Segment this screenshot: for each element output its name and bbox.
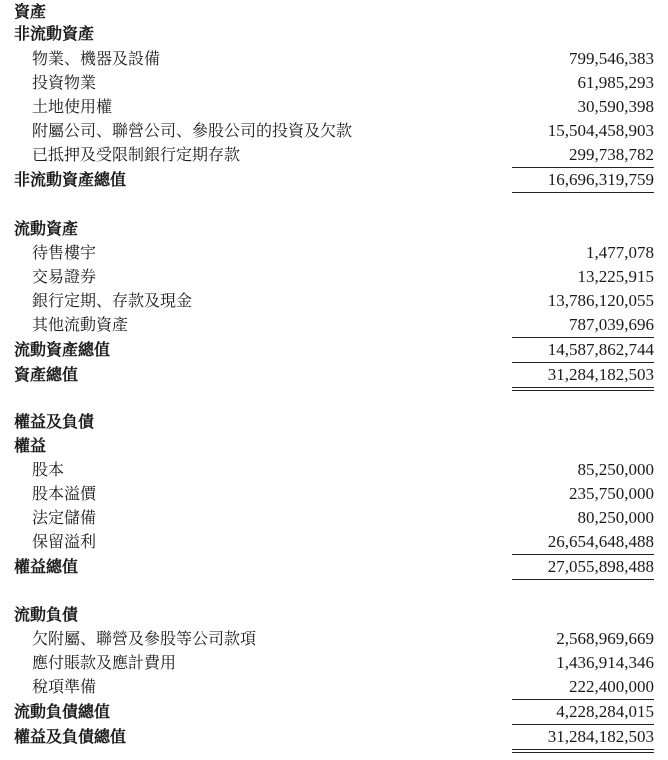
total-assets-row [0,363,668,387]
table-row [0,651,668,675]
row-value: 30,590,398 [577,97,654,116]
table-row [0,675,668,699]
row-label: 應付賬款及應計費用 [32,653,177,672]
row-label: 待售樓宇 [32,243,97,262]
current-assets-total-label: 流動資產總值 [14,340,111,359]
current-assets-heading-row [0,217,668,241]
table-row [0,482,668,506]
non-current-total-row [0,168,668,192]
row-value: 1,436,914,346 [556,653,654,672]
table-row [0,143,668,167]
current-liabilities-total-label: 流動負債總值 [14,702,111,721]
table-row [0,119,668,143]
current-assets-total-row [0,338,668,362]
table-row [0,313,668,337]
row-label: 稅項準備 [32,677,97,696]
row-value: 15,504,458,903 [547,121,654,140]
table-row [0,47,668,71]
table-row [0,530,668,554]
equity-heading-row [0,434,668,458]
total-equity-liabilities-label: 權益及負債總值 [14,727,127,746]
non-current-total-value: 16,696,319,759 [547,170,654,189]
total-underline [512,192,654,193]
assets-heading-row [0,0,668,24]
row-label: 已抵押及受限制銀行定期存款 [32,145,241,164]
row-value: 787,039,696 [569,315,654,334]
row-label: 投資物業 [32,73,97,92]
row-value: 1,477,078 [586,243,654,262]
row-label: 欠附屬、聯營及參股等公司款項 [32,629,257,648]
non-current-total-label: 非流動資產總值 [14,170,127,189]
current-liabilities-heading-row [0,603,668,627]
current-liabilities-heading: 流動負債 [14,605,79,624]
row-value: 13,225,915 [577,267,654,286]
equity-total-row [0,555,668,579]
row-value: 26,654,648,488 [547,532,654,551]
row-label: 法定儲備 [32,508,97,527]
table-row [0,458,668,482]
row-value: 80,250,000 [577,508,654,527]
row-label: 保留溢利 [32,532,97,551]
row-label: 股本溢價 [32,484,97,503]
row-value: 2,568,969,669 [556,629,654,648]
row-value: 61,985,293 [577,73,654,92]
table-row [0,241,668,265]
row-value: 85,250,000 [577,460,654,479]
current-liabilities-total-value: 4,228,284,015 [556,702,654,721]
row-label: 附屬公司、聯營公司、參股公司的投資及欠款 [32,121,353,140]
equity-total-label: 權益總值 [14,557,79,576]
total-equity-liabilities-value: 31,284,182,503 [547,727,654,746]
current-liabilities-total-row [0,700,668,724]
current-assets-heading: 流動資產 [14,219,79,238]
total-assets-value: 31,284,182,503 [547,365,654,384]
grand-total-double-rule [512,749,654,753]
row-value: 13,786,120,055 [547,291,654,310]
non-current-heading-row [0,22,668,46]
equity-total-value: 27,055,898,488 [547,557,654,576]
row-value: 799,546,383 [569,49,654,68]
row-value: 235,750,000 [569,484,654,503]
row-label: 土地使用權 [32,97,113,116]
row-label: 股本 [32,460,65,479]
total-equity-liabilities-row [0,725,668,749]
table-row [0,265,668,289]
table-row [0,506,668,530]
grand-total-double-rule [512,387,654,391]
total-assets-label: 資產總值 [14,365,79,384]
table-row [0,627,668,651]
row-value: 222,400,000 [569,677,654,696]
non-current-heading: 非流動資產 [14,24,95,43]
row-label: 其他流動資產 [32,315,129,334]
current-assets-total-value: 14,587,862,744 [547,340,654,359]
equity-heading: 權益 [14,436,47,455]
equity-liabilities-heading-row [0,410,668,434]
row-label: 物業、機器及設備 [32,49,161,68]
table-row [0,289,668,313]
assets-heading: 資產 [14,2,47,21]
row-value: 299,738,782 [569,145,654,164]
table-row [0,71,668,95]
total-underline [512,579,654,580]
row-label: 銀行定期、存款及現金 [32,291,193,310]
equity-liabilities-heading: 權益及負債 [14,412,95,431]
row-label: 交易證券 [32,267,97,286]
table-row [0,95,668,119]
